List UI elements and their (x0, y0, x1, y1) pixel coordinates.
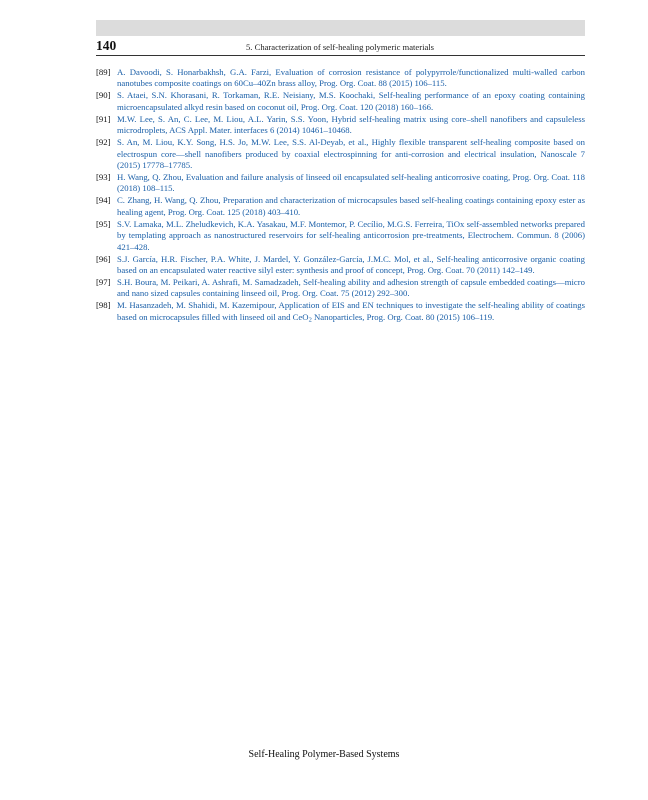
reference-number: [96] (96, 253, 111, 264)
reference-text-part: M. Hasanzadeh, M. Shahidi, M. Kazemipour, Application of EIS and EN techniques to investigate the self-healing ability of coatings based on microcapsules filled with linseed oil and CeO (117, 300, 585, 322)
reference-item (96, 219, 585, 253)
reference-text[interactable]: S. An, M. Liou, K.Y. Song, H.S. Jo, M.W. Lee, S.S. Al-Deyab, et al., Highly flexible transparent self-healing composite based on electrospun core—shell nanofibers produced by coaxial electrospinning for anti-corrosion and electrical insulation, Nanoscale 7 (2015) 17778–17785. (117, 137, 585, 171)
reference-number: [93] (96, 172, 111, 183)
page-number: 140 (96, 38, 117, 53)
reference-text[interactable]: M.W. Lee, S. An, C. Lee, M. Liou, A.L. Yarin, S.S. Yoon, Hybrid self-healing matrix using core–shell nanofibers and capsuleless microdroplets, ACS Appl. Mater. interfaces 6 (2014) 10461–10468. (117, 113, 585, 136)
reference-item (96, 90, 585, 113)
reference-item (96, 67, 585, 90)
running-title: 5. Characterization of self-healing polymeric materials (246, 42, 435, 52)
footer-book-title: Self-Healing Polymer-Based Systems (248, 749, 400, 760)
reference-number: [89] (96, 67, 111, 77)
reference-item (96, 195, 585, 218)
reference-number: [90] (96, 90, 111, 101)
reference-text[interactable]: S.V. Lamaka, M.L. Zheludkevich, K.A. Yasakau, M.F. Montemor, P. Cecílio, M.G.S. Ferreira, TiOx self-assembled networks prepared by templating approach as nanostructured reservoirs for self-healing anticorrosion pre-treatments, Electrochem. Commun. 8 (2006) 421–428. (117, 218, 585, 252)
reference-item (96, 300, 585, 323)
reference-text[interactable]: S. Ataei, S.N. Khorasani, R. Torkaman, R.E. Neisiany, M.S. Koochaki, Self-healing performance of an epoxy coating containing microencapsulated alkyd resin based on coconut oil, Prog. Org. Coat. 120 (2018) 160–166. (117, 90, 585, 112)
reference-item (96, 277, 585, 300)
header-band (96, 20, 585, 36)
reference-item (96, 137, 585, 171)
subscript: 2 (308, 316, 312, 324)
reference-number: [91] (96, 113, 111, 124)
reference-text[interactable] (117, 300, 585, 323)
reference-number: [95] (96, 218, 111, 229)
reference-list (96, 67, 585, 324)
reference-number: [94] (96, 195, 111, 206)
reference-text-part: Nanoparticles, Prog. Org. Coat. 80 (2015) 106–119. (311, 311, 495, 322)
header-rule (96, 55, 585, 56)
reference-number: [92] (96, 137, 111, 148)
reference-text[interactable]: C. Zhang, H. Wang, Q. Zhou, Preparation and characterization of microcapsules based self-healing coatings containing epoxy ester as healing agent, Prog. Org. Coat. 125 (2018) 403–410. (117, 195, 585, 217)
reference-item (96, 254, 585, 277)
reference-text[interactable]: S.H. Boura, M. Peikari, A. Ashrafi, M. Samadzadeh, Self-healing ability and adhesion strength of capsule embedded coatings—micro and nano sized capsules containing linseed oil, Prog. Org. Coat. 75 (2012) 292–300. (117, 277, 585, 299)
reference-number: [97] (96, 277, 111, 288)
reference-number: [98] (96, 300, 111, 311)
reference-item (96, 114, 585, 137)
reference-item (96, 172, 585, 195)
reference-text[interactable]: A. Davoodi, S. Honarbakhsh, G.A. Farzi, Evaluation of corrosion resistance of polypyrrole/functionalized multi-walled carbon nanotubes composite coatings on 60Cu–40Zn brass alloy, Prog. Org. Coat. 88 (2015) 106–115. (117, 67, 585, 89)
reference-text[interactable]: H. Wang, Q. Zhou, Evaluation and failure analysis of linseed oil encapsulated self-healing anticorrosive coating, Prog. Org. Coat. 118 (2018) 108–115. (117, 172, 585, 194)
reference-text[interactable]: S.J. García, H.R. Fischer, P.A. White, J. Mardel, Y. González-García, J.M.C. Mol, et al., Self-healing anticorrosive organic coating based on an encapsulated water reactive silyl ester: synthesis and proof of concept, Prog. Org. Coat. 70 (2011) 142–149. (117, 253, 585, 276)
